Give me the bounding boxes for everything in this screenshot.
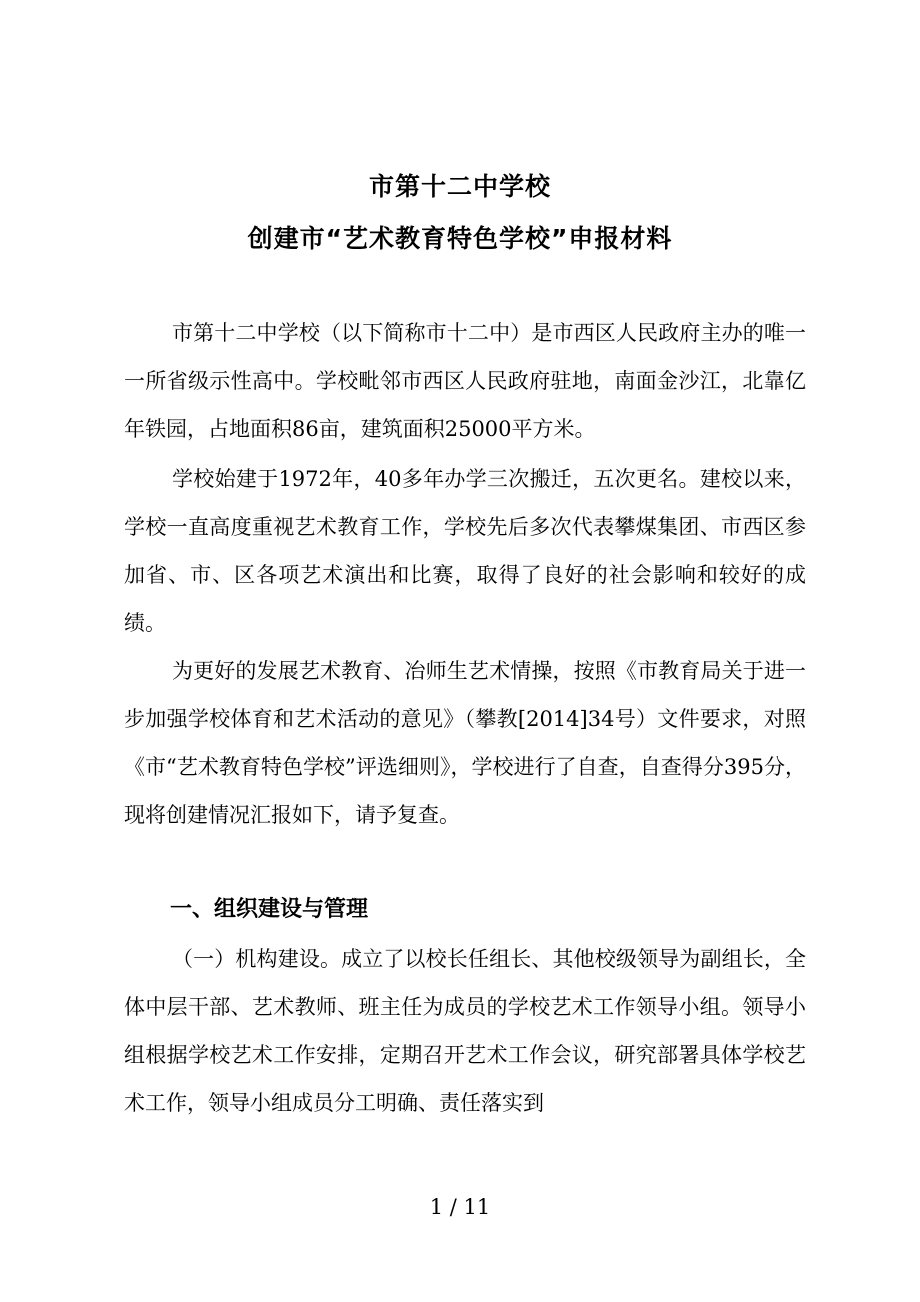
intro-paragraph: 市第十二中学校（以下简称市十二中）是市西区人民政府主办的唯一一所省级示性高中。学校毗邻市西区人民政府驻地，南面金沙江，北靠亿年铁园，占地面积86亩，建筑面积25000平方米。 — [124, 321, 806, 441]
history-paragraph: 学校始建于1972年，40多年办学三次搬迁，五次更名。建校以来，学校一直高度重视艺术教育工作，学校先后多次代表攀煤集团、市西区参加省、市、区各项艺术演出和比赛，取得了良好的社会影响和较好的成绩。 — [124, 467, 806, 635]
document-title-line-1: 市第十二中学校 — [368, 172, 551, 201]
page-number: 1 / 11 — [429, 1195, 491, 1219]
section-heading: 一、组织建设与管理 — [170, 897, 369, 922]
purpose-paragraph: 为更好的发展艺术教育、冶师生艺术情操，按照《市教育局关于进一步加强学校体育和艺术活动的意见》（攀教[2014]34号）文件要求，对照《市“艺术教育特色学校”评选细则》，学校进行了自查，自查得分395分，现将创建情况汇报如下，请予复查。 — [124, 659, 806, 827]
section-paragraph: （一）机构建设。成立了以校长任组长、其他校级领导为副组长，全体中层干部、艺术教师、班主任为成员的学校艺术工作领导小组。领导小组根据学校艺术工作安排，定期召开艺术工作会议，研究部署具体学校艺术工作，领导小组成员分工明确、责任落实到 — [124, 947, 806, 1115]
document-title-line-2: 创建市“艺术教育特色学校”申报材料 — [247, 224, 673, 253]
